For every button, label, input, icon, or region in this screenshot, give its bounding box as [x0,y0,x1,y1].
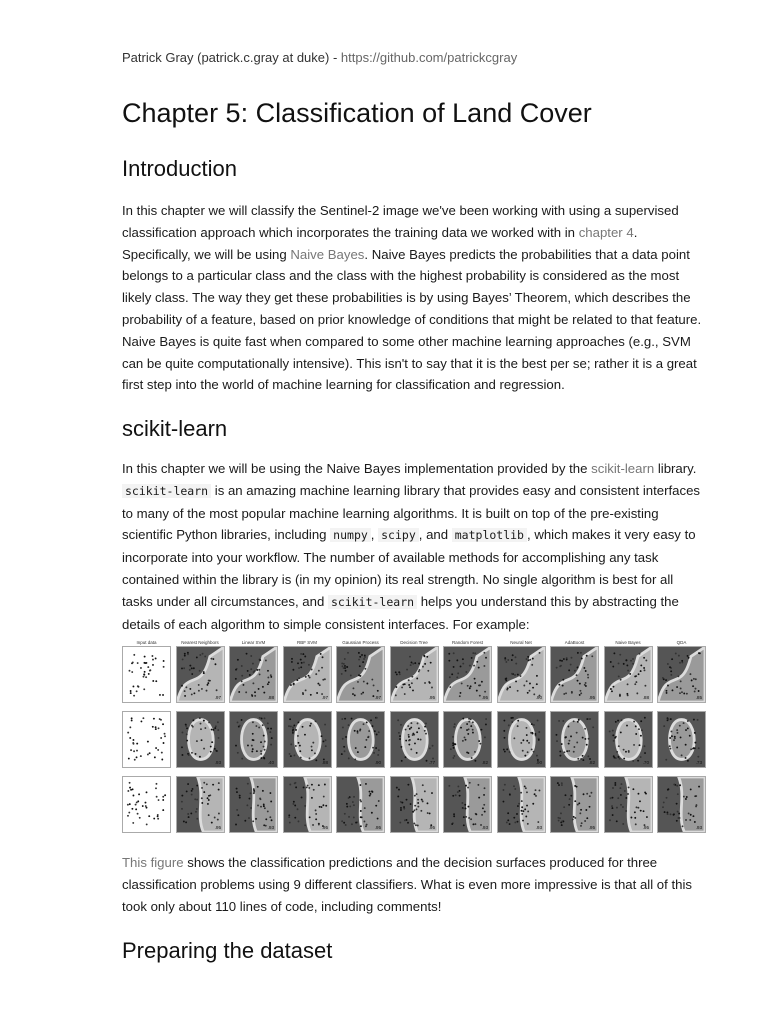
sklearn-and: , and [418,527,452,543]
panel-score: .95 [374,826,382,832]
figure-panel [657,776,706,833]
code-numpy: numpy [330,528,371,542]
figure-column-title: AdaBoost [564,640,585,645]
figure-panel [390,776,439,833]
panel-score: .90 [374,761,382,767]
figure-panel [550,711,599,768]
figure-panel [229,776,278,833]
figure-panel [443,776,492,833]
panel-score: .70 [642,761,649,767]
figure-panel [176,711,225,768]
figure-panel [497,776,546,833]
figure-panel [497,646,546,703]
figure-column-title: Naive Bayes [615,640,641,645]
figure-column-title: Linear SVM [241,640,266,645]
figure-panel [550,776,599,833]
figure-panel [283,711,332,768]
figure-panel [336,776,385,833]
panel-score: .97 [374,696,382,702]
panel-score: .90 [535,696,542,702]
panel-score: .95 [428,696,435,702]
figure-panel [176,646,225,703]
panel-score: .88 [321,761,328,767]
sklearn-text-3: is an amazing machine learning library that provides easy and consistent interfaces to many of the most popular machine learning algorithms. It is built on top of the pre-existing scientific Python libraries, including [122,482,701,543]
introduction-heading: Introduction [122,156,237,181]
panel-score: .93 [695,826,703,832]
figure-panel [604,776,653,833]
figure-panel [390,646,439,703]
figure-panel [657,646,706,703]
panel-score: .82 [481,761,489,767]
panel-score: .95 [481,696,489,702]
panel-score: .95 [321,826,328,832]
this-figure-link[interactable]: This figure [122,855,184,870]
figure-panel [604,646,653,703]
figure-panel [283,646,332,703]
intro-text-3: . Naive Bayes predicts the probabilities that a data point belongs to a particular class and the class with the highest probability is considered as the most likely class. The way they get these probabilities is by using Bayes’ Theorem, which describes the probability of a feature, based on prior knowledge of conditions that might be related to that feature. Naive Bayes is quite fast when compared to some other machine learning approaches (e.g., SVM can be quite computationally intensive). This isn't to say that it is the best per se; rather it is a great first step into the world of machine learning for classification and regression. [122,246,702,393]
code-scipy: scipy [378,528,419,542]
page-title: Chapter 5: Classification of Land Cover [122,98,592,128]
panel-score: .82 [588,761,596,767]
github-link[interactable]: https://github.com/patrickcgray [340,50,518,65]
panel-score: .90 [535,761,542,767]
panel-score: .88 [267,696,275,702]
sklearn-text-1: In this chapter we will be using the Naive Bayes implementation provided by the [122,461,592,476]
byline [122,50,517,65]
preparing-dataset-heading: Preparing the dataset [122,938,333,963]
panel-score: .93 [481,826,489,832]
figure-column-title: Neural Net [510,640,532,645]
panel-score: .95 [642,826,649,832]
panel-score: .93 [267,826,275,832]
panel-score: .85 [695,696,703,702]
figure-panel [122,776,171,833]
panel-score: .77 [428,761,435,767]
figure-column-title: RBF SVM [296,640,317,645]
figure-panel [390,711,439,768]
panel-score: .95 [214,826,221,832]
panel-score: .93 [535,826,542,832]
figure-column-title: QDA [676,640,687,645]
figure-panel [229,711,278,768]
figure-column-title: Decision Tree [400,640,428,645]
sklearn-text-2: library. [654,461,697,476]
sklearn-comma: , [370,527,379,543]
figure-panel [657,711,706,768]
scikit-learn-heading: scikit-learn [122,416,228,441]
figure-panel [176,776,225,833]
panel-score: .88 [642,696,649,702]
code-matplotlib: matplotlib [452,528,527,542]
classifier-comparison-figure [122,640,706,836]
panel-score: .93 [214,761,221,767]
figure-column-title: Nearest Neighbors [181,640,219,645]
figure-panel [122,646,171,703]
figure-column-title: Input data [136,640,157,645]
figure-panel [229,646,278,703]
scikit-learn-link[interactable]: scikit-learn [591,461,655,476]
sklearn-text-4: , which makes it very easy to incorporate into your workflow. The number of available methods for accomplishing any task contained within the library is (in my opinion) its real strength. No single algorithm is best for all tasks under all circumstances, and [122,527,696,609]
figure-column-title: Random Forest [451,640,483,645]
code-scikit-learn: scikit-learn [122,484,211,498]
intro-text-1: In this chapter we will classify the Sentinel-2 image we've been working with using a supervised classification approach which incorporates the training data we worked with in [122,203,679,240]
chapter-4-link[interactable]: chapter 4 [578,224,634,240]
figure-panel [604,711,653,768]
figure-column-title: Gaussian Process [342,640,379,645]
figure-panel [550,646,599,703]
panel-score: .73 [695,761,703,767]
panel-score: .95 [428,826,435,832]
panel-score: .95 [588,696,596,702]
panel-score: .97 [214,696,221,702]
figure-panel [497,711,546,768]
sklearn-text-5: helps you understand this by abstracting the details of each algorithm to simple consistent interfaces. For example: [122,593,679,632]
code-scikit-learn-2: scikit-learn [328,595,417,609]
byline-author: Patrick Gray (patrick.c.gray at duke) - [122,50,341,65]
figure-panel [336,711,385,768]
caption-text: shows the classification predictions and the decision surfaces produced for three classification problems using 9 different classifiers. What is even more impressive is that all of this took only about 110 lines of code, including comments! [122,855,692,914]
figure-panel [336,646,385,703]
panel-score: .40 [267,761,275,767]
naive-bayes-link[interactable]: Naive Bayes [290,246,365,262]
figure-panel [122,711,171,768]
figure-caption [122,852,706,917]
introduction-paragraph [122,200,706,396]
panel-score: .97 [321,696,328,702]
intro-text-2: . Specifically, we will be using [122,224,638,262]
figure-panel [443,646,492,703]
figure-panel [443,711,492,768]
panel-score: .95 [588,826,596,832]
scikit-learn-paragraph [122,458,706,635]
figure-panel [283,776,332,833]
